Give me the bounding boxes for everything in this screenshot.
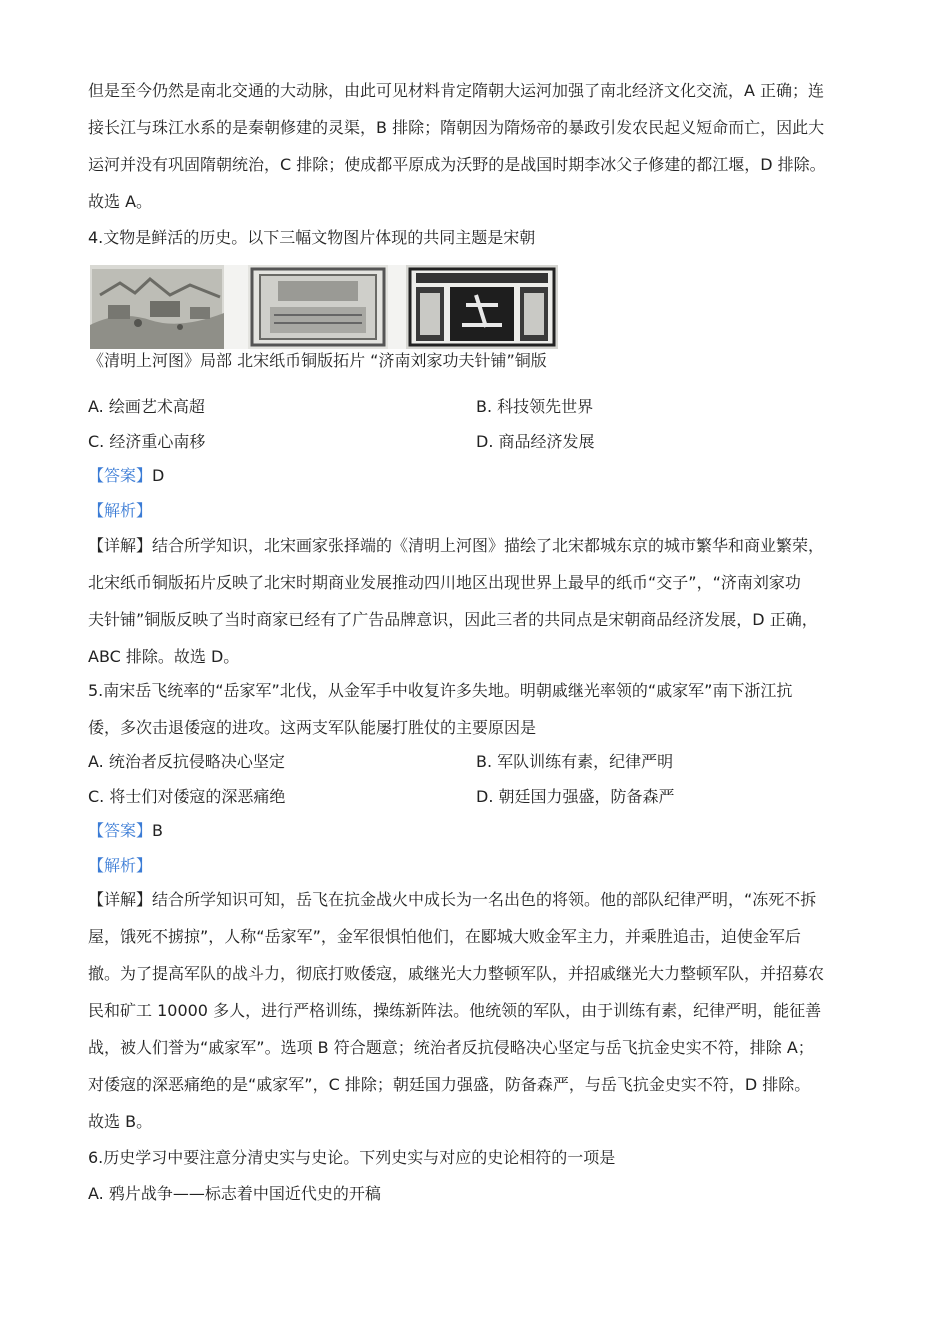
q5-answer	[88, 820, 163, 842]
text-line: 运河并没有巩固隋朝统治，C 排除；使成都平原成为沃野的是战国时期李冰父子修建的都江堰，D 排除。	[88, 155, 826, 174]
q5-option-c[interactable]: C. 将士们对倭寇的深恶痛绝	[88, 787, 286, 806]
answer-label: 【答案】	[88, 821, 153, 840]
question-6-stem: 6.历史学习中要注意分清史实与史论。下列史实与对应的史论相符的一项是	[88, 1148, 616, 1167]
figure-spacer	[388, 265, 406, 349]
figure-spacer	[224, 265, 248, 349]
text-line: 故选 A。	[88, 192, 153, 211]
qingming-painting-image	[90, 265, 224, 349]
q5-option-d[interactable]: D. 朝廷国力强盛，防备森严	[476, 787, 675, 806]
q5-option-a[interactable]: A. 统治者反抗侵略决心坚定	[88, 752, 285, 771]
q4-detail-line: 北宋纸币铜版拓片反映了北宋时期商业发展推动四川地区出现世界上最早的纸币“交子”，“济南刘家功	[88, 573, 801, 592]
artifact-figure	[90, 265, 558, 349]
q4-answer	[88, 465, 164, 487]
detail-label: 【详解】	[88, 536, 153, 555]
q5-detail-line	[88, 889, 816, 911]
q5-detail-line: 屋，饿死不掳掠”，人称“岳家军”，金军很惧怕他们，在郾城大败金军主力，并乘胜追击，迫使金军后	[88, 927, 801, 946]
q4-detail-line: ABC 排除。故选 D。	[88, 647, 240, 666]
jinan-needle-shop-plate-image	[406, 265, 558, 349]
q6-option-a[interactable]: A. 鸦片战争——标志着中国近代史的开稿	[88, 1184, 381, 1203]
q5-detail-line: 故选 B。	[88, 1112, 153, 1131]
answer-value: D	[152, 466, 165, 485]
q5-detail-line: 战，被人们誉为“戚家军”。选项 B 符合题意；统治者反抗侵略决心坚定与岳飞抗金史实不符，排除 A；	[88, 1038, 814, 1057]
detail-label: 【详解】	[88, 890, 153, 909]
answer-label: 【答案】	[88, 466, 153, 485]
question-4-stem: 4.文物是鲜活的历史。以下三幅文物图片体现的共同主题是宋朝	[88, 228, 536, 247]
question-5-stem: 5.南宋岳飞统率的“岳家军”北伐，从金军手中收复许多失地。明朝戚继光率领的“戚家军”南下浙江抗	[88, 681, 793, 700]
q4-option-b[interactable]: B. 科技领先世界	[476, 397, 594, 416]
q5-detail-line: 撤。为了提高军队的战斗力，彻底打败倭寇，戚继光大力整顿军队，并招戚继光大力整顿军队，并招募农	[88, 964, 825, 983]
q5-analysis-label: 【解析】	[88, 856, 153, 875]
q5-option-b[interactable]: B. 军队训练有素，纪律严明	[476, 752, 674, 771]
text-line: 但是至今仍然是南北交通的大动脉，由此可见材料肯定隋朝大运河加强了南北经济文化交流，A 正确；连	[88, 81, 825, 100]
q4-option-a[interactable]: A. 绘画艺术高超	[88, 397, 205, 416]
song-paper-money-plate-image	[248, 265, 388, 349]
q4-option-d[interactable]: D. 商品经济发展	[476, 432, 595, 451]
question-5-stem: 倭，多次击退倭寇的进攻。这两支军队能屡打胜仗的主要原因是	[88, 718, 537, 737]
detail-text: 结合所学知识可知，岳飞在抗金战火中成长为一名出色的将领。他的部队纪律严明，“冻死不拆	[152, 890, 817, 909]
q4-analysis-label: 【解析】	[88, 501, 153, 520]
q4-option-c[interactable]: C. 经济重心南移	[88, 432, 206, 451]
q5-detail-line: 民和矿工 10000 多人，进行严格训练，操练新阵法。他统领的军队，由于训练有素，纪律严明，能征善	[88, 1001, 822, 1020]
text-line: 接长江与珠江水系的是秦朝修建的灵渠，B 排除；隋朝因为隋炀帝的暴政引发农民起义短命而亡，因此大	[88, 118, 825, 137]
figure-captions: 《清明上河图》局部 北宋纸币铜版拓片 “济南刘家功夫针铺”铜版	[88, 351, 547, 370]
q4-detail-line: 夫针铺”铜版反映了当时商家已经有了广告品牌意识，因此三者的共同点是宋朝商品经济发展，D 正确，	[88, 610, 818, 629]
q5-detail-line: 对倭寇的深恶痛绝的是“戚家军”，C 排除；朝廷国力强盛，防备森严，与岳飞抗金史实不符，D 排除。	[88, 1075, 811, 1094]
q4-detail-line	[88, 535, 824, 557]
answer-value: B	[152, 821, 163, 840]
detail-text: 结合所学知识，北宋画家张择端的《清明上河图》描绘了北宋都城东京的城市繁华和商业繁荣，	[152, 536, 825, 555]
